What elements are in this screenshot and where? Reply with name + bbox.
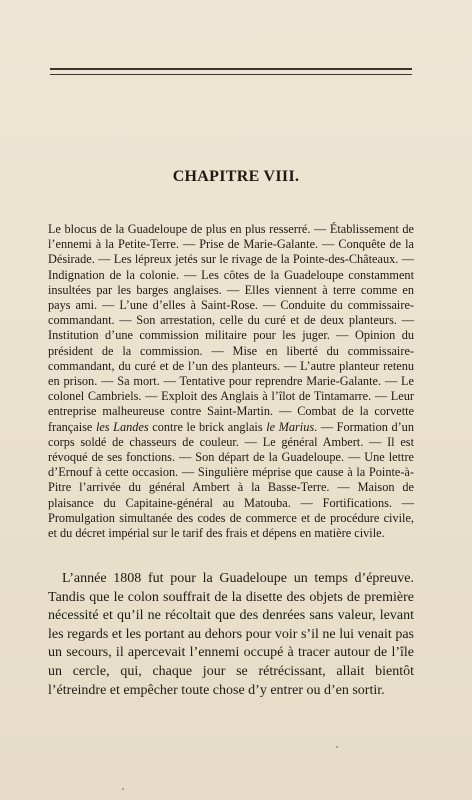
summary-text-part-2: contre le brick anglais <box>148 419 267 434</box>
summary-ship-name-2: le Marius <box>266 419 315 434</box>
paper-speck <box>336 746 338 748</box>
summary-text-part-1: Le blocus de la Guadeloupe de plus en plus resserré. — Établissement de l’ennemi à la Petite-Terre. — Prise de Marie-Galante. — Conquête de la Désirade. — Les lépreux jetés sur le rivage de la Pointe-des-Châteaux. — Indignation de la colonie. — Les côtes de la Guadeloupe constamment insultées par les barges anglaises. — Elles viennent à terre comme en pays ami. — L’une d’elles à Saint-Rose. — Conduite du commissaire-commandant. — Son arrestation, celle du curé et de deux planteurs. — Institution d’une commission militaire pour les juger. — Opinion du président de la commission. — Mise en liberté du commissaire-commandant, du curé et de l’un des planteurs. — L’autre planteur retenu en prison. — Sa mort. — Tentative pour reprendre Marie-Galante. — Le colonel Cambriels. — Exploit des Anglais à l’îlot de Tintamarre. — Leur entreprise malheureuse contre Saint-Martin. — Combat de la corvette française <box>48 222 414 434</box>
body-paragraph: L’année 1808 fut pour la Guadeloupe un temps d’épreuve. Tandis que le colon souffrait de la disette des objets de première nécessité et qu’il ne récoltait que des denrées sans valeur, levant les regards et les portant au dehors pour voir s’il ne lui venait pas un secours, il apercevait l’ennemi occupé à tracer autour de l’île un cercle, qui, chaque jour se rétrécissant, allait bientôt l’étreindre et empêcher toute chose d’y entrer ou d’en sortir. <box>48 571 414 698</box>
summary-text-part-3: . — Formation d’un corps soldé de chasseurs de couleur. — Le général Ambert. — Il est révoqué de ses fonctions. — Son départ de la Guadeloupe. — Une lettre d’Ernouf à cette occasion. — Singulière méprise que cause à la Pointe-à-Pitre l’arrivée du général Ambert à la Basse-Terre. — Maison de plaisance du Capitaine-général au Matouba. — Fortifications. — Promulgation simultanée des codes de commerce et de procédure civile, et du décret impérial sur le tarif des frais et dépens en matière civile. <box>48 419 414 541</box>
summary-ship-name-1: les Landes <box>95 419 149 434</box>
paper-speck <box>122 788 124 790</box>
chapter-summary <box>48 222 414 541</box>
chapter-title: CHAPITRE VIII. <box>172 168 300 185</box>
header-rule <box>50 68 412 75</box>
